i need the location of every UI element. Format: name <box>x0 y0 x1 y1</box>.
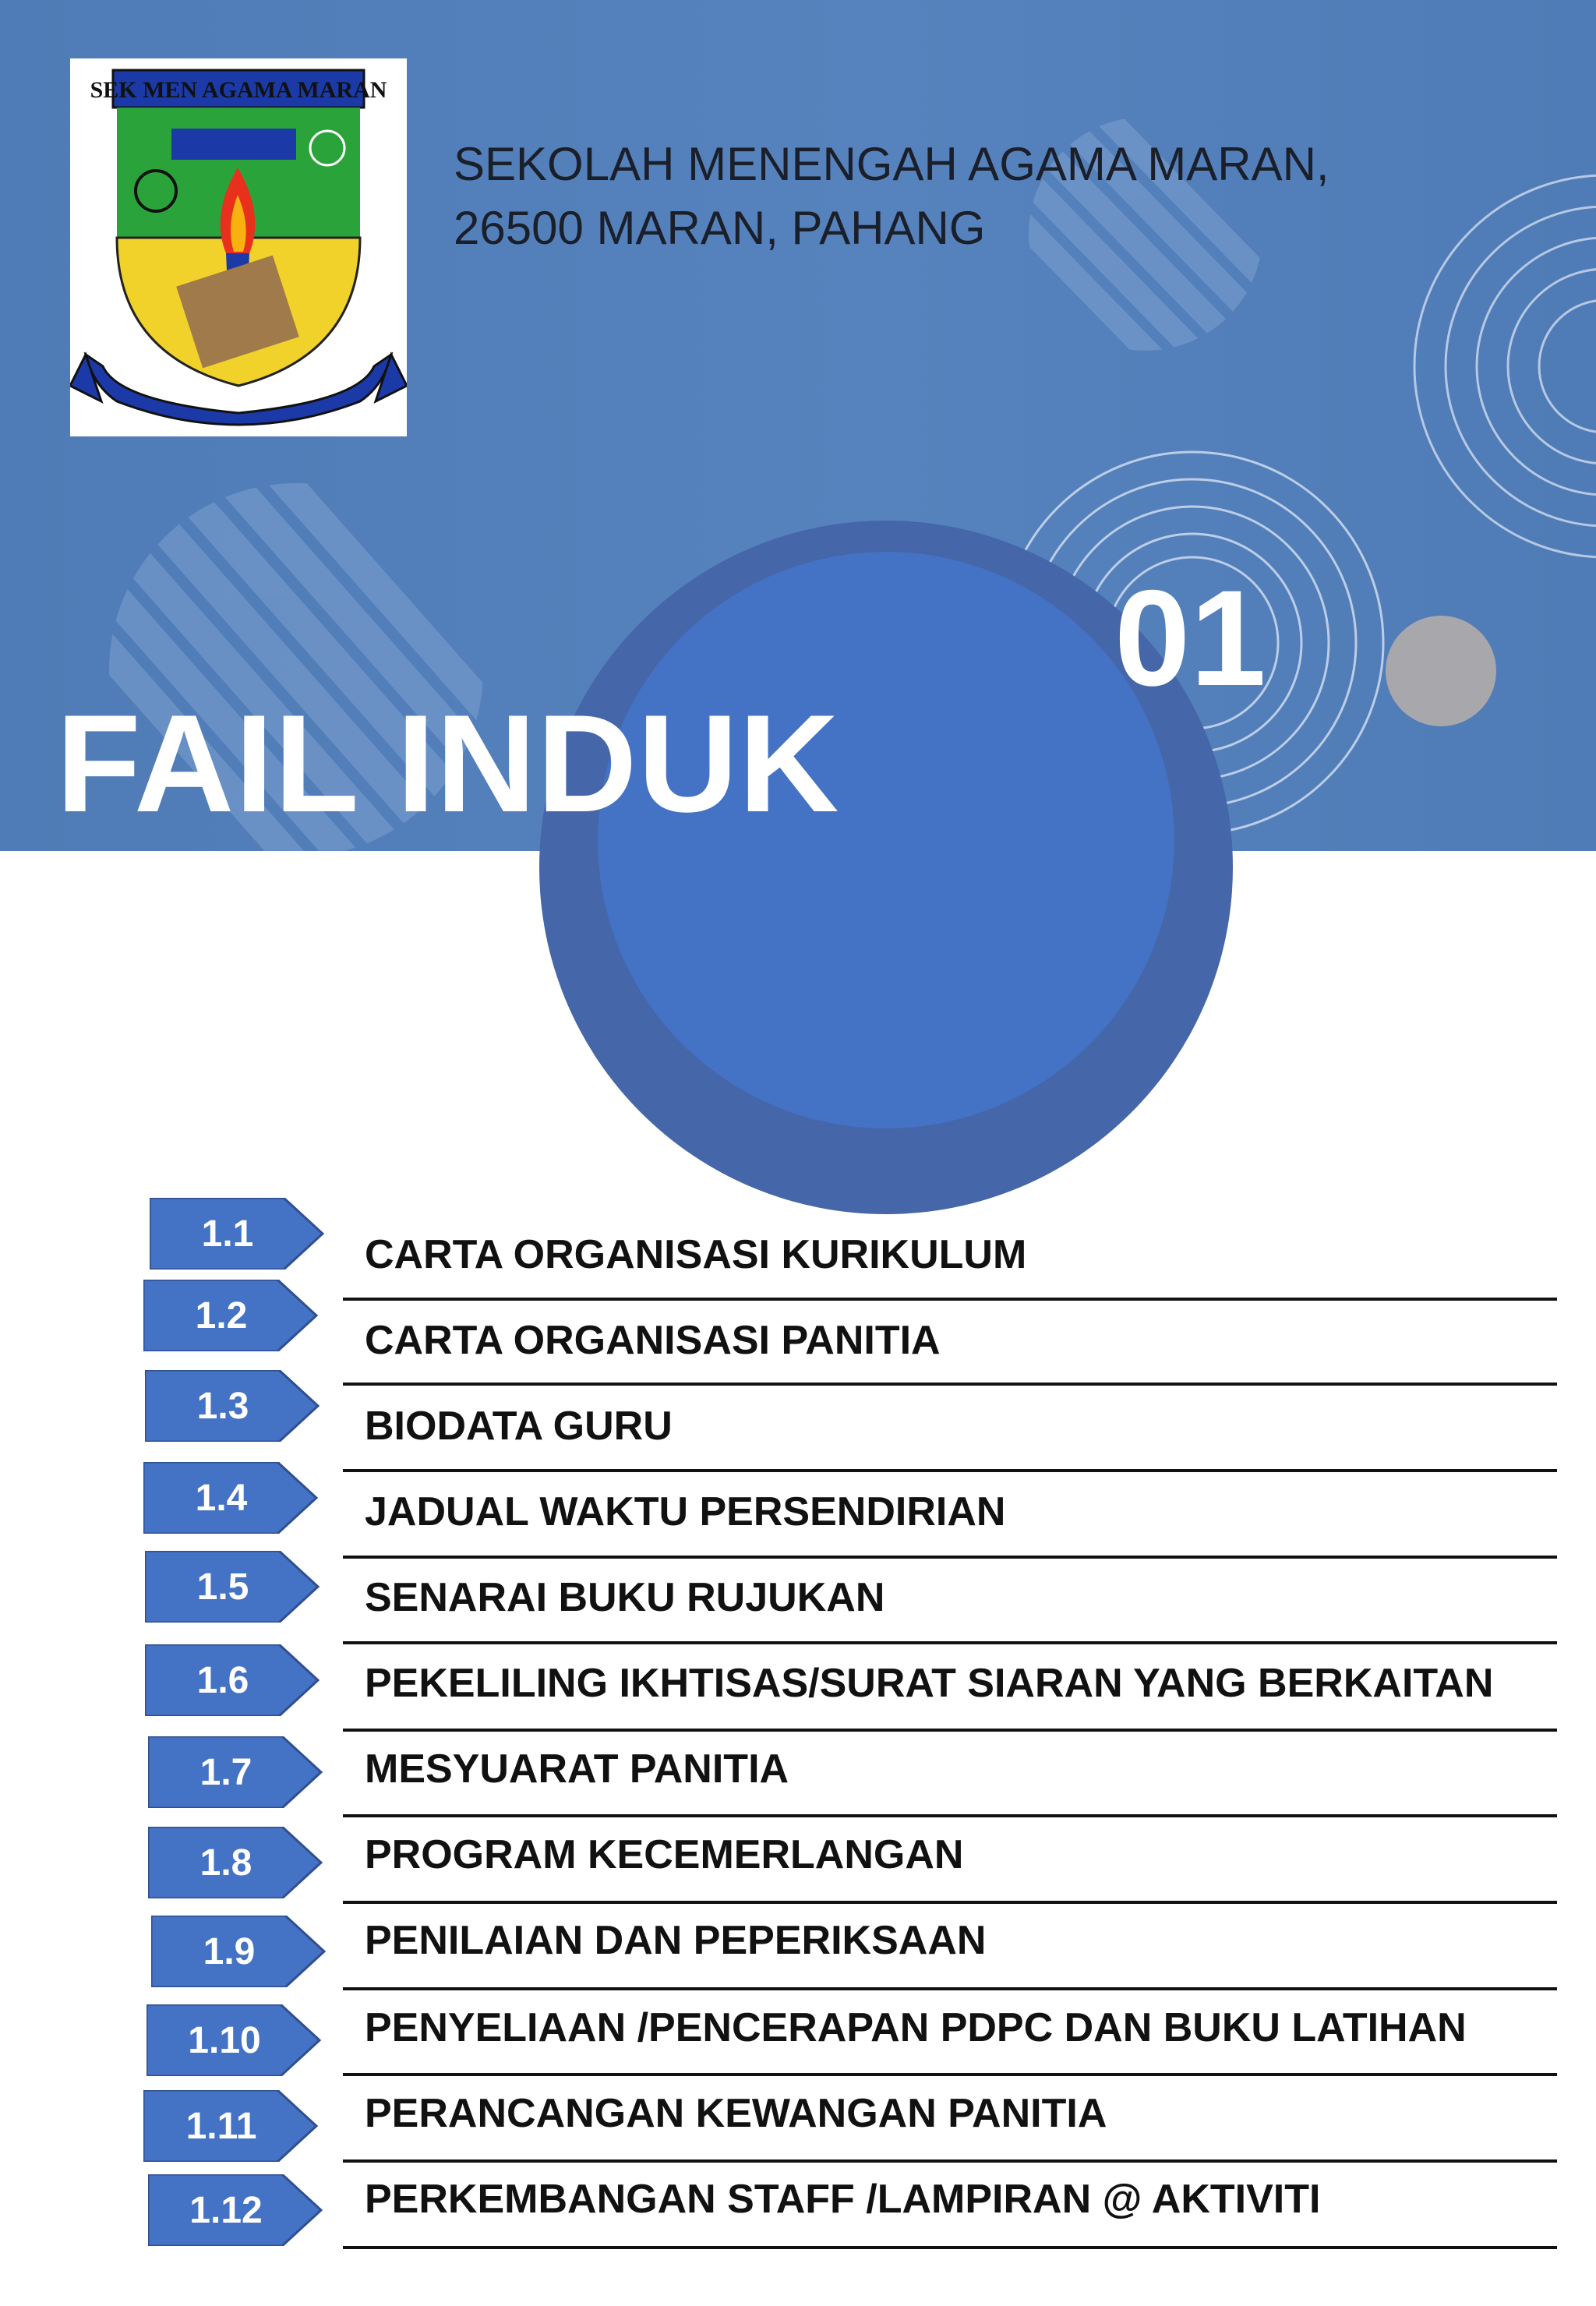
item-number-badge <box>148 2174 326 2246</box>
item-number-badge <box>143 2090 321 2162</box>
item-divider <box>343 1641 1557 1644</box>
item-number: 1.12 <box>189 2189 263 2231</box>
item-number: 1.10 <box>188 2019 261 2061</box>
item-number-badge <box>145 1551 323 1623</box>
school-name: SEKOLAH MENENGAH AGAMA MARAN, <box>454 138 1329 190</box>
item-number-badge <box>148 1827 326 1898</box>
item-divider <box>343 1556 1557 1559</box>
item-divider <box>343 1383 1557 1386</box>
item-label: CARTA ORGANISASI PANITIA <box>365 1318 941 1363</box>
item-divider <box>343 1298 1557 1301</box>
item-divider <box>343 2159 1557 2163</box>
item-number-badge <box>151 1916 329 1987</box>
section-number: 01 <box>1114 563 1266 715</box>
item-number: 1.8 <box>200 1842 252 1884</box>
item-label: PERKEMBANGAN STAFF /LAMPIRAN @ AKTIVITI <box>365 2177 1321 2222</box>
item-number-badge <box>145 1644 323 1716</box>
item-label: PENILAIAN DAN PEPERIKSAAN <box>365 1918 987 1963</box>
school-postcode-city: 26500 MARAN, PAHANG <box>454 202 986 254</box>
item-label: PEKELILING IKHTISAS/SURAT SIARAN YANG BERKAITAN <box>365 1661 1494 1706</box>
item-divider <box>343 1814 1557 1817</box>
item-label: JADUAL WAKTU PERSENDIRIAN <box>365 1489 1006 1534</box>
item-number: 1.5 <box>196 1566 249 1608</box>
item-divider <box>343 1469 1557 1472</box>
item-number: 1.4 <box>195 1477 248 1519</box>
logo-banner-text: SEK MEN AGAMA MARAN <box>90 77 387 103</box>
item-number-badge <box>148 1736 326 1808</box>
item-number: 1.7 <box>200 1751 252 1793</box>
item-number: 1.2 <box>195 1294 248 1337</box>
item-label: PROGRAM KECEMERLANGAN <box>365 1832 964 1877</box>
item-label: PENYELIAAN /PENCERAPAN PDPC DAN BUKU LATIHAN <box>365 2005 1467 2050</box>
item-number-badge <box>147 2004 324 2076</box>
page-title: FAIL INDUK <box>56 686 840 841</box>
item-label: MESYUARAT PANITIA <box>365 1746 789 1792</box>
item-number: 1.3 <box>196 1385 249 1427</box>
item-number: 1.6 <box>196 1659 249 1701</box>
item-number-badge <box>143 1280 321 1351</box>
item-number: 1.11 <box>185 2105 257 2147</box>
item-number-badge <box>145 1370 323 1442</box>
item-number-badge <box>150 1198 327 1270</box>
item-number: 1.9 <box>203 1930 256 1972</box>
item-divider <box>343 1901 1557 1904</box>
item-label: SENARAI BUKU RUJUKAN <box>365 1575 885 1620</box>
item-divider <box>343 2246 1557 2249</box>
item-divider <box>343 2073 1557 2076</box>
item-divider <box>343 1729 1557 1732</box>
item-divider <box>343 1987 1557 1990</box>
item-number-badge <box>143 1462 321 1534</box>
item-number: 1.1 <box>201 1213 254 1255</box>
item-label: PERANCANGAN KEWANGAN PANITIA <box>365 2091 1107 2136</box>
item-label: CARTA ORGANISASI KURIKULUM <box>365 1232 1027 1277</box>
item-label: BIODATA GURU <box>365 1404 673 1449</box>
